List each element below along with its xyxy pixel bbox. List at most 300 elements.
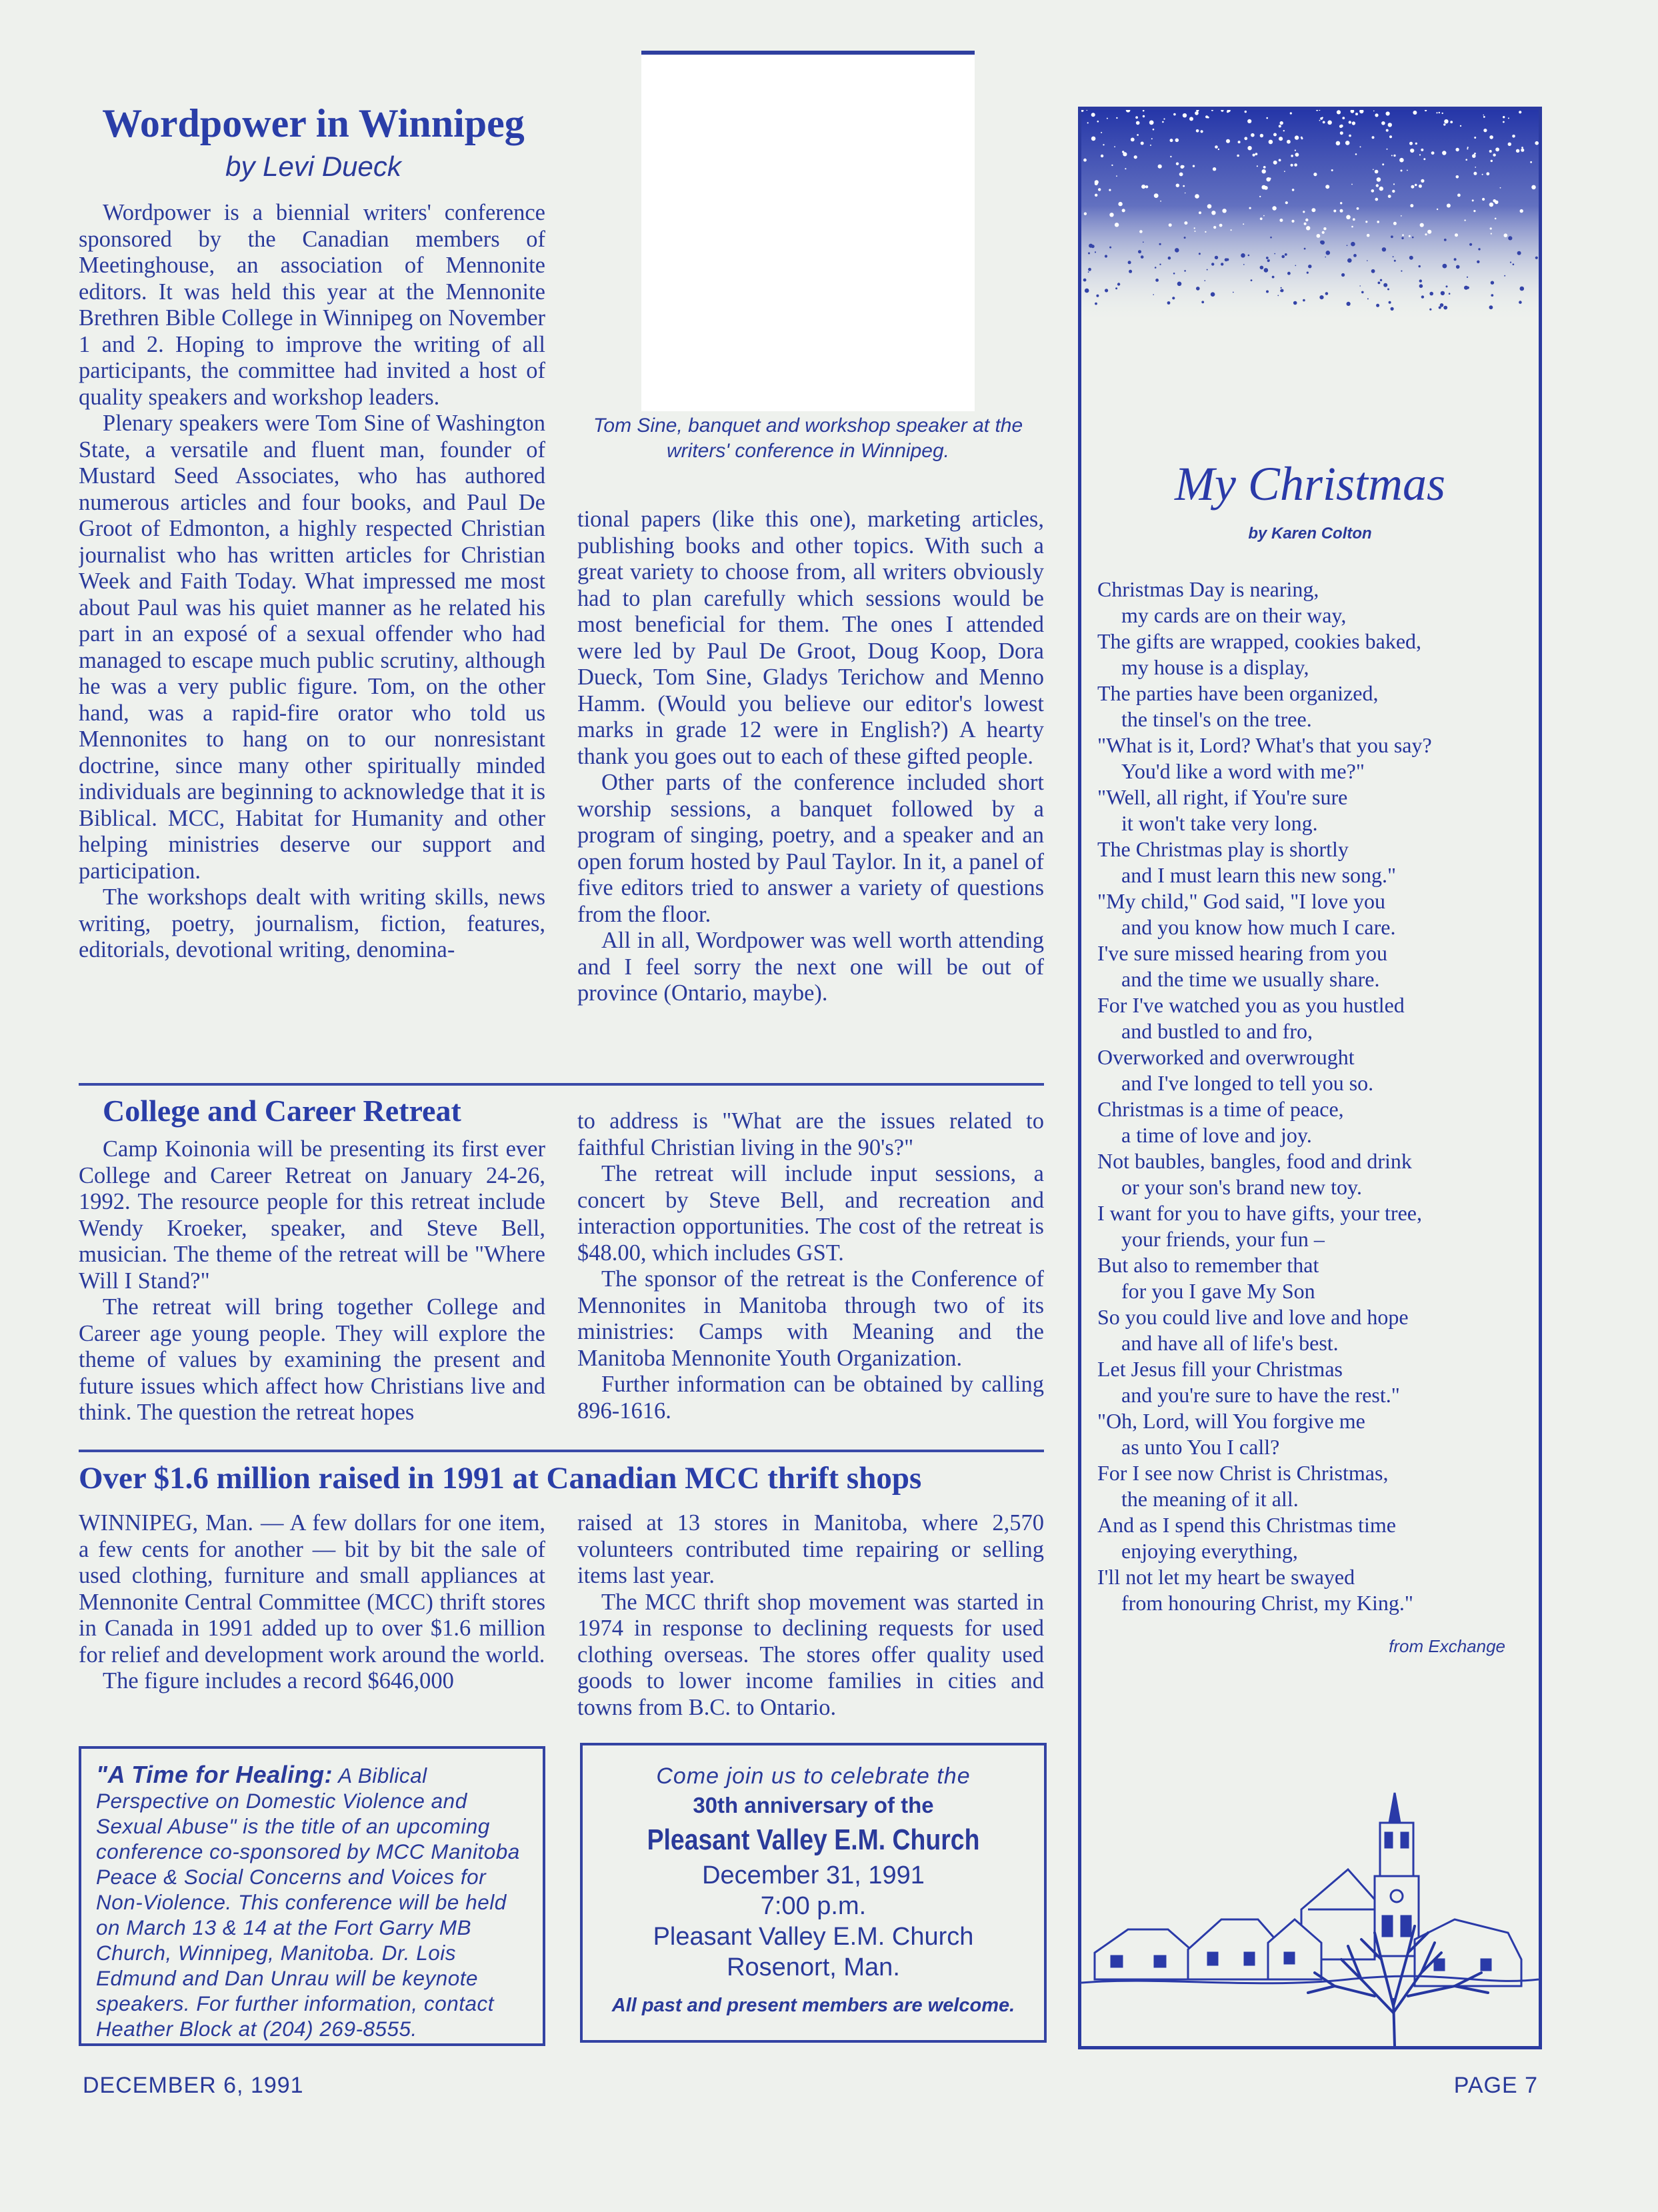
snowflake [1141,185,1145,189]
snowflake [1295,135,1299,139]
snowflake [1287,272,1291,275]
snowflake [1231,229,1232,231]
snowflake [1143,241,1144,243]
snowflake [1105,255,1107,257]
snowflake [1381,121,1385,125]
snowflake [1489,150,1492,153]
snowflake [1473,172,1477,175]
snowflake [1225,258,1228,261]
poem-line: my cards are on their way, [1121,603,1347,627]
snowflake [1247,119,1251,123]
snowflake [1285,253,1287,256]
snowflake [1101,132,1102,133]
snowflake [1353,218,1355,221]
poem-line: and have all of life's best. [1121,1331,1339,1355]
snowflake [1323,121,1325,124]
snowflake [1491,233,1492,235]
poem-line: I've sure missed hearing from you [1097,941,1387,965]
snowflake [1237,155,1239,157]
poem-line: But also to remember that [1097,1253,1319,1277]
snowflake [1213,226,1216,229]
snowflake [1207,204,1212,209]
snowflake [1109,213,1113,217]
snowflake [1211,292,1215,297]
snowflake [1336,141,1341,146]
snowflake [1139,230,1143,233]
snowflake [1088,253,1090,255]
snowflake [1482,174,1483,175]
snowflake [1441,291,1445,295]
snowflake [1238,141,1241,143]
retreat-paragraph: Camp Koinonia will be presenting its first ever College and Career Retreat on January 24-26, 1992. The resource people for this retreat include Wendy Kroeker, speaker, and Steve Bell, musician. The theme of the retreat will be "Where Will I Stand?" [79,1136,545,1294]
snowflake [1495,147,1499,151]
poem-line: and I've longed to tell you so. [1121,1071,1374,1095]
snowflake [1413,111,1417,115]
snowflake [1319,295,1323,299]
snowflake [1273,161,1277,165]
snowflake [1391,307,1394,311]
snowflake [1277,295,1279,297]
snowflake [1345,141,1350,145]
healing-conference-text [96,1762,528,2041]
snowflake [1419,154,1421,155]
snowflake [1323,227,1326,230]
snowflake [1145,185,1148,188]
snowflake [1175,248,1179,253]
snowflake [1357,207,1359,210]
snowflake [1388,195,1391,198]
photo-caption: Tom Sine, banquet and workshop speaker at the writers' conference in Winnipeg. [593,415,1023,462]
snowflake [1387,289,1389,291]
snowflake [1373,111,1375,112]
snowflake [1455,233,1458,237]
snowflake [1386,111,1390,115]
snowflake [1447,204,1451,208]
poem-line: or your son's brand new toy. [1121,1175,1362,1199]
snowflake [1295,265,1296,267]
snowflake [1294,163,1297,167]
snowflake [1259,196,1261,197]
snowflake [1443,306,1447,310]
snowflake [1516,149,1519,153]
snowflake [1393,256,1394,257]
snowflake [1337,110,1341,114]
snowflake [1519,301,1522,304]
snowflake [1421,149,1423,151]
snowflake [1260,217,1263,220]
snowflake [1382,247,1386,251]
snowflake [1349,121,1351,123]
retreat-paragraph: The sponsor of the retreat is the Conference of Mennonites in Manitoba through two of its ministries: Camps with Meaning and the Manitoba Mennonite Youth Organization. [577,1266,1044,1371]
wordpower-column-2 [577,507,1044,1080]
anniversary-line-1: Come join us to celebrate the [656,1763,971,1789]
snowflake [1460,125,1461,127]
snowflake [1388,123,1392,127]
snowflake [1317,234,1321,238]
snowflake [1109,247,1111,249]
snowflake [1117,283,1120,285]
anniversary-place: Pleasant Valley E.M. Church [653,1923,974,1951]
snowflake [1248,255,1250,257]
healing-conference-lead: "A Time for Healing: [96,1761,333,1788]
snowflake [1135,116,1138,119]
snowflake [1361,291,1364,294]
snowflake [1442,151,1446,155]
snowflake [1450,121,1453,123]
snowflake [1205,231,1206,233]
anniversary-time: 7:00 p.m. [760,1892,867,1920]
snowflake [1303,211,1305,213]
poem-line: and you're sure to have the rest." [1121,1383,1400,1407]
snowflake [1393,183,1395,185]
snowflake [1321,241,1325,245]
snowflake [1375,170,1379,174]
poem-line: my house is a display, [1121,655,1309,679]
snowflake [1319,120,1321,121]
snowflake [1436,112,1437,113]
snowflake [1399,158,1404,163]
snowflake [1260,266,1264,270]
snowflake [1291,155,1293,157]
poem-line: from honouring Christ, my King." [1121,1591,1413,1615]
snowflake [1333,210,1336,213]
snowflake [1091,113,1095,117]
snowflake [1407,170,1408,171]
thrift-title: Over $1.6 million raised in 1991 at Canadian MCC thrift shops [79,1461,922,1496]
poem-source: from Exchange [1389,1636,1505,1656]
snowflake [1401,271,1402,272]
snowflake [1177,282,1182,287]
poem-line: enjoying everything, [1121,1539,1298,1563]
snowflake [1419,265,1421,267]
snowflake [1176,184,1179,187]
snowflake [1341,273,1345,277]
snowflake [1266,257,1269,259]
snowflake [1313,173,1317,176]
thrift-paragraph: The MCC thrift shop movement was started in 1974 in response to declining requests for used clothing overseas. The stores offer quality used goods to lower income families in cities and towns from B.C. to Ontario. [577,1589,1044,1720]
snowflake [1351,242,1355,247]
thrift-paragraph: raised at 13 stores in Manitoba, where 2,570 volunteers contributed time repairing or selling items last year. [577,1510,1044,1588]
wordpower-paragraph: The workshops dealt with writing skills, news writing, poetry, journalism, fiction, features, editorials, devotional writing, denomina- [79,884,545,962]
snowflake [1153,129,1155,131]
snowflake [1423,158,1425,160]
snowflake [1245,111,1247,113]
poem-line: "My child," God said, "I love you [1097,889,1386,913]
snowflake [1257,165,1258,167]
snowflake [1195,194,1199,199]
snowflake [1295,153,1299,157]
snowflake [1301,137,1303,139]
snowflake [1500,187,1501,189]
snowflake [1129,270,1132,273]
snowflake [1429,292,1433,296]
snowflake [1131,138,1135,142]
snowflake [1170,156,1171,157]
poem-line: your friends, your fun – [1121,1227,1325,1251]
snowflake [1291,164,1293,167]
snowflake [1355,113,1358,115]
snowflake [1196,287,1200,291]
snowflake [1215,145,1218,149]
snowflake [1375,198,1379,201]
snowflake [1169,223,1172,227]
snowflake [1105,289,1108,292]
snowflake [1107,118,1108,119]
snowflake [1386,129,1389,132]
snowflake [1512,135,1515,138]
snowflake [1373,169,1374,171]
snowflake [1349,135,1351,137]
snowflake [1195,111,1199,115]
snowflake [1279,137,1283,141]
snowflake [1263,166,1266,169]
snowflake [1387,149,1388,150]
snowflake [1449,293,1451,295]
snowflake [1251,133,1255,137]
snowflake [1125,168,1126,169]
snowflake [1377,177,1381,182]
poem-line: Christmas is a time of peace, [1097,1097,1344,1121]
snowflake [1467,147,1469,148]
snowflake [1378,282,1381,285]
snowflake [1284,171,1285,172]
snowflake [1365,221,1367,223]
snowflake [1281,255,1285,259]
snowflake [1389,135,1392,138]
snowflake [1380,279,1382,281]
snowflake [1410,204,1413,207]
snowflake [1327,121,1332,125]
snowflake [1196,129,1199,133]
anniversary-town: Rosenort, Man. [727,1953,900,1981]
snowflake [1098,188,1101,191]
thrift-column-1 [79,1510,545,1737]
poem-line: it won't take very long. [1121,811,1318,835]
snowflake [1491,294,1493,297]
snowflake [1184,221,1187,225]
snowflake [1347,302,1351,306]
poem-line: The gifts are wrapped, cookies baked, [1097,629,1422,653]
snowflake [1455,148,1459,151]
snowflake [1351,226,1353,228]
wordpower-title: Wordpower in Winnipeg [102,101,525,145]
snowflake [1491,160,1493,162]
snowflake [1207,269,1208,271]
snowflake [1489,135,1493,139]
snowflake [1218,149,1219,150]
snowflake [1101,155,1103,157]
snowflake [1095,303,1097,305]
snowflake [1137,134,1139,136]
snowflake [1096,295,1099,297]
snowflake [1134,155,1137,159]
snowflake [1503,116,1505,118]
snowflake [1089,244,1093,248]
snowflake [1352,121,1355,125]
snowflake [1243,264,1245,265]
snowflake [1219,224,1223,227]
anniversary-church-name: Pleasant Valley E.M. Church [647,1823,980,1856]
snowflake [1483,115,1484,116]
snowflake [1409,256,1413,260]
snowflake [1303,299,1305,302]
snowflake [1382,163,1384,165]
snowflake [1138,250,1141,253]
snowflake [1421,179,1424,183]
snowflake [1493,153,1495,156]
snowflake [1222,209,1226,213]
anniversary-line-2: 30th anniversary of the [693,1793,934,1817]
snowflake [1371,189,1375,193]
snowflake [1383,283,1387,287]
snowflake [1442,113,1443,114]
snowflake [1519,111,1521,113]
retreat-column-2 [577,1108,1044,1445]
snowflake [1475,167,1476,168]
anniversary-box [580,1743,1047,2043]
wordpower-paragraph: Wordpower is a biennial writers' conference sponsored by the Canadian members of Meetinghouse, an association of Mennonite editors. It was held this year at the Mennonite Brethren Bible College in Winnipeg on November 1 and 2. Hoping to improve the writing of all participants, the committee had invited a host of quality speakers and workshop leaders. [79,200,545,410]
section-divider [79,1083,1044,1086]
snowflake [1085,289,1089,293]
snowflake [1292,189,1295,191]
snowflake [1201,301,1204,303]
snowflake [1454,258,1457,261]
poem-line: Overworked and overwrought [1097,1045,1355,1069]
snowflake [1281,287,1282,289]
snowflake [1193,165,1195,167]
snowflake [1482,198,1485,201]
snowflake [1251,279,1253,281]
anniversary-note: All past and present members are welcome. [611,1995,1015,2016]
snowflake [1253,154,1255,157]
poem-line: For I see now Christ is Christmas, [1097,1461,1389,1485]
snowflake [1394,260,1396,262]
snowflake [1084,213,1087,215]
snowflake [1204,280,1205,281]
snowflake [1115,287,1117,289]
snowflake [1264,268,1269,273]
snowflake [1439,112,1440,113]
snowflake [1279,159,1281,162]
snowflake [1474,153,1476,155]
snowflake [1266,177,1270,181]
snowflake [1243,223,1244,225]
snowflake [1443,123,1445,125]
snowflake [1504,233,1508,237]
poem-line: Christmas Day is nearing, [1097,577,1319,601]
snowflake [1456,265,1460,269]
snowflake [1415,184,1417,187]
snowflake [1346,215,1351,220]
snowflake [1401,215,1402,217]
snowflake [1087,122,1089,123]
section-divider [79,1450,1044,1452]
wordpower-column-1 [79,200,545,1086]
snowflake [1155,267,1157,269]
poem-line: and you know how much I care. [1121,915,1396,939]
snowflake [1091,137,1096,141]
snowflake [1331,169,1333,171]
poem-line: "Well, all right, if You're sure [1097,785,1348,809]
snowflake [1116,175,1117,177]
snowy-sky-illustration [1081,110,1539,323]
snowflake [1521,147,1523,149]
snowflake [1508,236,1512,240]
retreat-paragraph: Further information can be obtained by calling 896-1616. [577,1372,1044,1424]
snowflake [1118,202,1122,206]
snowflake [1153,294,1154,295]
retreat-paragraph: The retreat will include input sessions, a concert by Steve Bell, and recreation and interaction opportunities. The cost of the retreat is $48.00, which includes GST. [577,1161,1044,1266]
snowflake [1464,219,1465,221]
snowflake [1340,131,1343,135]
poem-line: The parties have been organized, [1097,681,1379,705]
snowflake [1322,231,1325,234]
snowflake [1199,211,1201,214]
snowflake [1159,264,1161,265]
snowflake [1372,136,1375,139]
snowflake [1521,149,1524,152]
snowflake [1457,194,1461,197]
snowflake [1194,227,1195,229]
snowflake [1419,185,1422,188]
snowflake [1141,142,1144,145]
snowflake [1097,121,1099,123]
snowflake [1535,141,1539,145]
snowflake [1419,279,1422,282]
snowflake [1392,190,1395,193]
snowflake [1444,239,1447,241]
snowflake [1367,234,1370,237]
snowflake [1304,223,1307,225]
snowflake [1375,113,1378,117]
snowflake [1260,134,1263,137]
snowflake [1168,257,1171,260]
snowflake [1273,133,1277,137]
poem-body [1097,576,1531,1616]
snowflake [1495,218,1497,220]
snowflake [1179,173,1183,177]
wordpower-paragraph: Plenary speakers were Tom Sine of Washington State, a versatile and fluent man, founder of Mustard Seed Associates, who has authored numerous articles and four books, and Paul De Groot of Edmonton, a highly respected Christian journalist who has written articles for Christian Week and Faith Today. What impressed me most about Paul was his quiet manner as he related his part in an exposé of a sexual offender who had managed to escape much public scrutiny, although he was a very public figure. Tom, on the other hand, was a rapid-fire orator who told us Mennonites to hang on to our nonresistant doctrine, since many other spiritually minded individuals are beginning to acknowledge that it is Biblical. MCC, Habitat for Humanity and other helping ministries deserve our support and participation. [79,411,545,884]
snowflake [1195,231,1196,232]
snowflake [1467,277,1468,278]
snowflake [1469,243,1472,246]
snowflake [1347,245,1348,246]
thrift-column-2 [577,1510,1044,1737]
snowflake [1340,209,1343,213]
snowflake [1159,243,1161,245]
snowflake [1517,251,1521,255]
poem-line: and the time we usually share. [1121,967,1380,991]
snowflake [1508,143,1511,146]
wordpower-byline: by Levi Dueck [225,151,401,182]
snowflake [1421,295,1424,298]
snowflake [1427,230,1431,234]
anniversary-date: December 31, 1991 [702,1861,925,1889]
snowflake [1304,248,1306,250]
snowflake [1158,165,1162,169]
snowflake [1508,117,1509,119]
poem-title: My Christmas [1174,457,1446,511]
snowflake [1233,292,1234,293]
snowflake [1520,209,1523,213]
snowflake [1227,111,1229,113]
snowflake [1307,272,1309,274]
snowflake [1266,291,1269,293]
snowflake [1401,170,1403,172]
poem-line: For I've watched you as you hustled [1097,993,1405,1017]
snowflake [1411,185,1414,189]
thrift-paragraph: The figure includes a record $646,000 [103,1668,454,1693]
